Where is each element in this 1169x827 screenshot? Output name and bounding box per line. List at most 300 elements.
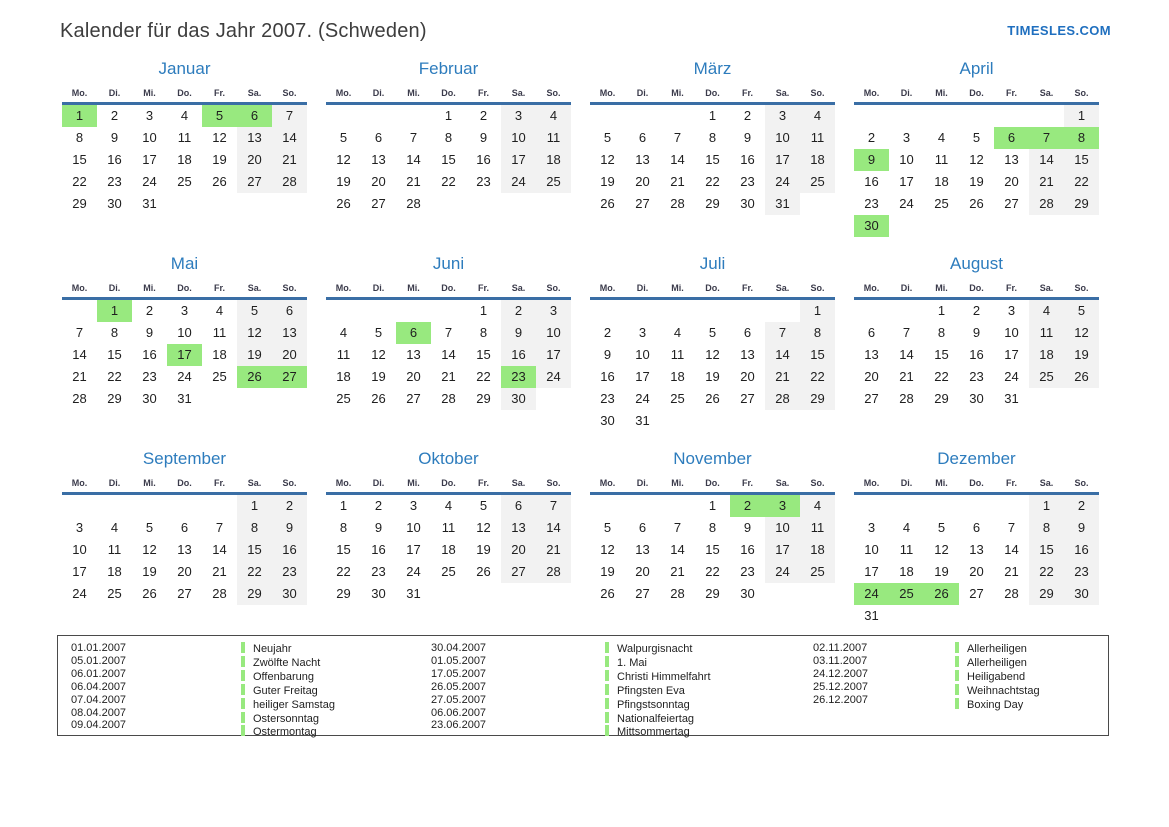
- day-header-cell: Di.: [372, 478, 385, 488]
- day-cell: 23: [740, 564, 755, 579]
- empty-day-cell: [959, 105, 994, 127]
- legend-group: [431, 642, 813, 739]
- day-cell: 6: [180, 520, 189, 535]
- empty-day-cell: [1064, 215, 1099, 237]
- week-row: [326, 561, 571, 583]
- day-header-cell: Mi.: [143, 88, 156, 98]
- holiday-name: Offenbarung: [241, 670, 431, 684]
- month-juni: [326, 254, 571, 431]
- day-cell: 17: [167, 344, 202, 366]
- empty-day-cell: [536, 583, 571, 605]
- week-row: [590, 127, 835, 149]
- day-cell: 16: [969, 347, 984, 362]
- day-cell: 17: [72, 564, 87, 579]
- day-cell: 28: [406, 196, 421, 211]
- day-cell: 1: [339, 498, 348, 513]
- day-cell: 20: [237, 149, 272, 171]
- day-cell: 28: [72, 391, 87, 406]
- week-row: [590, 388, 835, 410]
- day-cell: 3: [1007, 303, 1016, 318]
- week-row: [590, 105, 835, 127]
- day-cell: 10: [72, 542, 87, 557]
- day-header-cell: Do.: [969, 283, 984, 293]
- day-cell: 16: [864, 174, 879, 189]
- day-cell: 21: [670, 174, 685, 189]
- month-title: Dezember: [937, 449, 1016, 468]
- empty-day-cell: [431, 300, 466, 322]
- day-cell: 29: [705, 586, 720, 601]
- day-cell: 8: [708, 130, 717, 145]
- day-header-row: [590, 88, 835, 105]
- day-cell: 9: [479, 130, 488, 145]
- day-cell: 3: [765, 495, 800, 517]
- day-header-cell: Do.: [441, 88, 456, 98]
- day-cell: 20: [635, 564, 650, 579]
- holiday-marker-bar: [241, 725, 245, 736]
- day-cell: 18: [212, 347, 227, 362]
- day-cell: 29: [1029, 583, 1064, 605]
- empty-day-cell: [924, 605, 959, 627]
- month-title: September: [142, 449, 227, 468]
- week-row: [62, 193, 307, 215]
- holiday-marker-bar: [955, 642, 959, 653]
- day-cell: 21: [1029, 171, 1064, 193]
- day-cell: 7: [673, 130, 682, 145]
- day-header-cell: So.: [282, 283, 297, 293]
- day-cell: 30: [371, 586, 386, 601]
- month-title: Februar: [418, 59, 479, 78]
- day-header-cell: Di.: [372, 283, 385, 293]
- day-header-cell: Fr.: [477, 478, 489, 488]
- day-cell: 21: [72, 369, 87, 384]
- day-cell: 28: [670, 196, 685, 211]
- day-cell: 7: [1007, 520, 1016, 535]
- day-cell: 15: [476, 347, 491, 362]
- day-cell: 15: [800, 344, 835, 366]
- day-cell: 11: [177, 130, 192, 145]
- week-row: [854, 583, 1099, 605]
- day-header-row: [62, 88, 307, 105]
- day-cell: 23: [501, 366, 536, 388]
- day-cell: 27: [969, 586, 984, 601]
- day-cell: 15: [441, 152, 456, 167]
- holiday-marker-bar: [955, 698, 959, 709]
- day-cell: 26: [237, 366, 272, 388]
- empty-day-cell: [660, 495, 695, 517]
- holiday-date: 09.04.2007: [71, 719, 127, 732]
- legend-group: [71, 642, 431, 739]
- day-cell: 15: [107, 347, 122, 362]
- holiday-name: Weihnachtstag: [955, 684, 1105, 698]
- site-link[interactable]: TIMESLES.COM: [1007, 23, 1111, 38]
- week-row: [590, 517, 835, 539]
- day-cell: 8: [937, 325, 946, 340]
- month-title: Juni: [432, 254, 465, 273]
- day-cell: 23: [740, 174, 755, 189]
- day-cell: 25: [177, 174, 192, 189]
- day-cell: 8: [75, 130, 84, 145]
- holiday-name: Ostermontag: [241, 725, 431, 739]
- day-cell: 16: [1064, 539, 1099, 561]
- day-cell: 14: [406, 152, 421, 167]
- day-cell: 1: [237, 495, 272, 517]
- empty-day-cell: [660, 410, 695, 432]
- day-cell: 22: [1064, 171, 1099, 193]
- day-header-cell: Sa.: [247, 88, 262, 98]
- day-cell: 21: [212, 564, 227, 579]
- day-cell: 6: [237, 105, 272, 127]
- week-row: [590, 539, 835, 561]
- day-cell: 23: [600, 391, 615, 406]
- day-header-cell: Do.: [177, 478, 192, 488]
- day-cell: 25: [800, 561, 835, 583]
- day-header-cell: Di.: [636, 88, 649, 98]
- legend-date-column: [813, 642, 955, 712]
- empty-day-cell: [924, 495, 959, 517]
- month-september: [62, 449, 307, 626]
- day-cell: 4: [673, 325, 682, 340]
- holiday-date: 23.06.2007: [431, 719, 487, 732]
- day-cell: 26: [371, 391, 386, 406]
- day-cell: 30: [501, 388, 536, 410]
- day-cell: 24: [899, 196, 914, 211]
- legend-name-column: [955, 642, 1105, 712]
- day-cell: 11: [212, 325, 227, 340]
- empty-day-cell: [326, 300, 361, 322]
- day-cell: 1: [800, 300, 835, 322]
- week-row: [62, 149, 307, 171]
- holiday-marker-bar: [605, 712, 609, 723]
- holiday-date: 06.04.2007: [71, 680, 127, 693]
- day-cell: 12: [705, 347, 720, 362]
- day-cell: 12: [212, 130, 227, 145]
- day-header-cell: Do.: [177, 283, 192, 293]
- month-april: [854, 59, 1099, 236]
- day-cell: 29: [1064, 193, 1099, 215]
- day-cell: 24: [536, 366, 571, 388]
- day-cell: 1: [708, 108, 717, 123]
- day-header-cell: Mo.: [71, 88, 88, 98]
- day-cell: 18: [107, 564, 122, 579]
- day-cell: 9: [501, 322, 536, 344]
- empty-day-cell: [625, 105, 660, 127]
- day-cell: 2: [374, 498, 383, 513]
- day-cell: 10: [765, 127, 800, 149]
- day-cell: 22: [441, 174, 456, 189]
- empty-day-cell: [237, 388, 272, 410]
- day-header-row: [62, 283, 307, 300]
- day-cell: 1: [479, 303, 488, 318]
- day-cell: 21: [536, 539, 571, 561]
- empty-day-cell: [361, 105, 396, 127]
- day-header-cell: Mi.: [935, 478, 948, 488]
- day-cell: 23: [107, 174, 122, 189]
- day-cell: 19: [212, 152, 227, 167]
- empty-day-cell: [889, 105, 924, 127]
- empty-day-cell: [1029, 105, 1064, 127]
- day-header-cell: Mo.: [863, 283, 880, 293]
- day-header-cell: Mi.: [935, 283, 948, 293]
- empty-day-cell: [889, 215, 924, 237]
- day-cell: 2: [145, 303, 154, 318]
- holiday-marker-bar: [241, 642, 245, 653]
- week-row: [854, 215, 1099, 237]
- day-cell: 5: [1064, 300, 1099, 322]
- day-cell: 26: [600, 196, 615, 211]
- day-cell: 23: [272, 561, 307, 583]
- day-cell: 16: [371, 542, 386, 557]
- day-cell: 2: [272, 495, 307, 517]
- empty-day-cell: [854, 495, 889, 517]
- day-header-cell: Mi.: [407, 283, 420, 293]
- day-cell: 21: [765, 366, 800, 388]
- day-cell: 4: [902, 520, 911, 535]
- empty-day-cell: [889, 495, 924, 517]
- day-cell: 10: [864, 542, 879, 557]
- day-cell: 2: [603, 325, 612, 340]
- day-cell: 18: [441, 542, 456, 557]
- legend-group: [813, 642, 1105, 712]
- day-cell: 19: [705, 369, 720, 384]
- day-header-row: [854, 88, 1099, 105]
- day-cell: 10: [1004, 325, 1019, 340]
- day-cell: 7: [1029, 127, 1064, 149]
- empty-day-cell: [889, 605, 924, 627]
- day-cell: 3: [638, 325, 647, 340]
- day-cell: 26: [969, 196, 984, 211]
- week-row: [854, 300, 1099, 322]
- day-header-cell: Sa.: [1039, 478, 1054, 488]
- day-cell: 20: [969, 564, 984, 579]
- day-cell: 20: [501, 539, 536, 561]
- day-header-cell: Di.: [108, 283, 121, 293]
- day-cell: 24: [1004, 369, 1019, 384]
- day-header-cell: Mo.: [863, 88, 880, 98]
- empty-day-cell: [800, 583, 835, 605]
- page-header: [0, 0, 1169, 43]
- week-row: [326, 366, 571, 388]
- day-cell: 20: [177, 564, 192, 579]
- day-cell: 5: [603, 130, 612, 145]
- empty-day-cell: [396, 105, 431, 127]
- week-row: [590, 193, 835, 215]
- holiday-date: 27.05.2007: [431, 693, 487, 706]
- day-header-cell: Mo.: [863, 478, 880, 488]
- day-cell: 23: [371, 564, 386, 579]
- day-cell: 10: [406, 520, 421, 535]
- day-cell: 24: [72, 586, 87, 601]
- day-cell: 27: [177, 586, 192, 601]
- week-row: [854, 495, 1099, 517]
- day-cell: 14: [441, 347, 456, 362]
- day-cell: 2: [743, 108, 752, 123]
- day-cell: 4: [937, 130, 946, 145]
- holiday-name: Pfingsten Eva: [605, 684, 813, 698]
- day-cell: 23: [1064, 561, 1099, 583]
- week-row: [854, 149, 1099, 171]
- week-row: [590, 410, 835, 432]
- day-cell: 24: [501, 171, 536, 193]
- day-cell: 11: [536, 127, 571, 149]
- day-cell: 28: [536, 561, 571, 583]
- empty-day-cell: [62, 495, 97, 517]
- day-cell: 16: [740, 152, 755, 167]
- day-cell: 20: [864, 369, 879, 384]
- holiday-marker-bar: [605, 656, 609, 667]
- day-cell: 31: [1004, 391, 1019, 406]
- day-cell: 28: [272, 171, 307, 193]
- holiday-date: 03.11.2007: [813, 654, 868, 667]
- day-cell: 21: [441, 369, 456, 384]
- day-header-cell: Sa.: [775, 478, 790, 488]
- day-cell: 4: [110, 520, 119, 535]
- holiday-name: Walpurgisnacht: [605, 642, 813, 656]
- empty-day-cell: [326, 105, 361, 127]
- day-cell: 29: [237, 583, 272, 605]
- empty-day-cell: [1064, 388, 1099, 410]
- day-cell: 15: [237, 539, 272, 561]
- month-februar: [326, 59, 571, 236]
- months-grid: [62, 59, 1169, 626]
- day-cell: 3: [536, 300, 571, 322]
- holiday-name: heiliger Samstag: [241, 698, 431, 712]
- holiday-date: 02.11.2007: [813, 642, 868, 654]
- day-cell: 2: [1064, 495, 1099, 517]
- empty-day-cell: [431, 193, 466, 215]
- week-row: [590, 300, 835, 322]
- holiday-date: 05.01.2007: [71, 654, 127, 667]
- week-row: [854, 366, 1099, 388]
- day-cell: 9: [1064, 517, 1099, 539]
- day-cell: 27: [371, 196, 386, 211]
- day-cell: 18: [899, 564, 914, 579]
- holiday-marker-bar: [241, 712, 245, 723]
- day-cell: 17: [765, 149, 800, 171]
- day-cell: 16: [600, 369, 615, 384]
- holiday-date: 26.05.2007: [431, 680, 487, 693]
- day-cell: 27: [1004, 196, 1019, 211]
- day-cell: 31: [142, 196, 157, 211]
- day-cell: 27: [635, 586, 650, 601]
- day-cell: 27: [740, 391, 755, 406]
- empty-day-cell: [924, 215, 959, 237]
- day-cell: 5: [374, 325, 383, 340]
- day-cell: 20: [272, 344, 307, 366]
- empty-day-cell: [1029, 605, 1064, 627]
- day-cell: 1: [937, 303, 946, 318]
- day-cell: 3: [902, 130, 911, 145]
- holiday-date: 01.05.2007: [431, 654, 487, 667]
- day-cell: 18: [934, 174, 949, 189]
- month-title: Mai: [170, 254, 199, 273]
- day-cell: 25: [107, 586, 122, 601]
- holiday-date: 26.12.2007: [813, 693, 869, 706]
- day-cell: 26: [336, 196, 351, 211]
- empty-day-cell: [889, 300, 924, 322]
- day-cell: 7: [673, 520, 682, 535]
- day-cell: 6: [396, 322, 431, 344]
- holiday-marker-bar: [605, 684, 609, 695]
- day-cell: 14: [212, 542, 227, 557]
- day-cell: 10: [142, 130, 157, 145]
- week-row: [590, 583, 835, 605]
- day-cell: 25: [441, 564, 456, 579]
- day-cell: 6: [867, 325, 876, 340]
- empty-day-cell: [959, 495, 994, 517]
- day-header-cell: Fr.: [477, 88, 489, 98]
- day-cell: 2: [110, 108, 119, 123]
- day-header-cell: Sa.: [511, 478, 526, 488]
- day-header-cell: Sa.: [511, 88, 526, 98]
- day-cell: 6: [994, 127, 1029, 149]
- holidays-legend: [57, 635, 1109, 739]
- day-cell: 25: [336, 391, 351, 406]
- day-cell: 5: [237, 300, 272, 322]
- empty-day-cell: [765, 410, 800, 432]
- day-header-cell: Sa.: [775, 283, 790, 293]
- day-cell: 16: [272, 539, 307, 561]
- day-cell: 17: [864, 564, 879, 579]
- day-cell: 22: [800, 366, 835, 388]
- week-row: [62, 539, 307, 561]
- holiday-date: 07.04.2007: [71, 693, 127, 706]
- day-cell: 21: [272, 149, 307, 171]
- day-cell: 3: [180, 303, 189, 318]
- holiday-name: Guter Freitag: [241, 684, 431, 698]
- week-row: [854, 322, 1099, 344]
- legend-date-column: [431, 642, 605, 739]
- day-cell: 2: [730, 495, 765, 517]
- day-cell: 11: [934, 152, 949, 167]
- day-header-cell: Di.: [108, 478, 121, 488]
- day-cell: 6: [743, 325, 752, 340]
- day-header-row: [326, 478, 571, 495]
- day-cell: 24: [177, 369, 192, 384]
- day-cell: 9: [603, 347, 612, 362]
- week-row: [854, 105, 1099, 127]
- day-cell: 26: [476, 564, 491, 579]
- day-header-cell: Fr.: [213, 283, 225, 293]
- day-cell: 21: [670, 564, 685, 579]
- day-cell: 10: [536, 322, 571, 344]
- empty-day-cell: [730, 300, 765, 322]
- day-cell: 12: [142, 542, 157, 557]
- day-cell: 5: [202, 105, 237, 127]
- day-cell: 29: [107, 391, 122, 406]
- day-cell: 25: [800, 171, 835, 193]
- day-cell: 3: [75, 520, 84, 535]
- day-cell: 20: [406, 369, 421, 384]
- week-row: [62, 105, 307, 127]
- day-header-row: [62, 478, 307, 495]
- day-header-cell: Di.: [372, 88, 385, 98]
- day-cell: 28: [1004, 586, 1019, 601]
- day-cell: 12: [969, 152, 984, 167]
- day-cell: 26: [142, 586, 157, 601]
- day-cell: 17: [765, 539, 800, 561]
- week-row: [590, 149, 835, 171]
- week-row: [854, 388, 1099, 410]
- day-header-cell: Di.: [900, 283, 913, 293]
- page-title: Kalender für das Jahr 2007. (Schweden): [60, 20, 427, 42]
- day-cell: 16: [142, 347, 157, 362]
- day-header-cell: Mo.: [71, 283, 88, 293]
- day-cell: 29: [934, 391, 949, 406]
- week-row: [62, 561, 307, 583]
- holiday-name: Allerheiligen: [955, 642, 1105, 656]
- empty-day-cell: [202, 193, 237, 215]
- day-cell: 24: [142, 174, 157, 189]
